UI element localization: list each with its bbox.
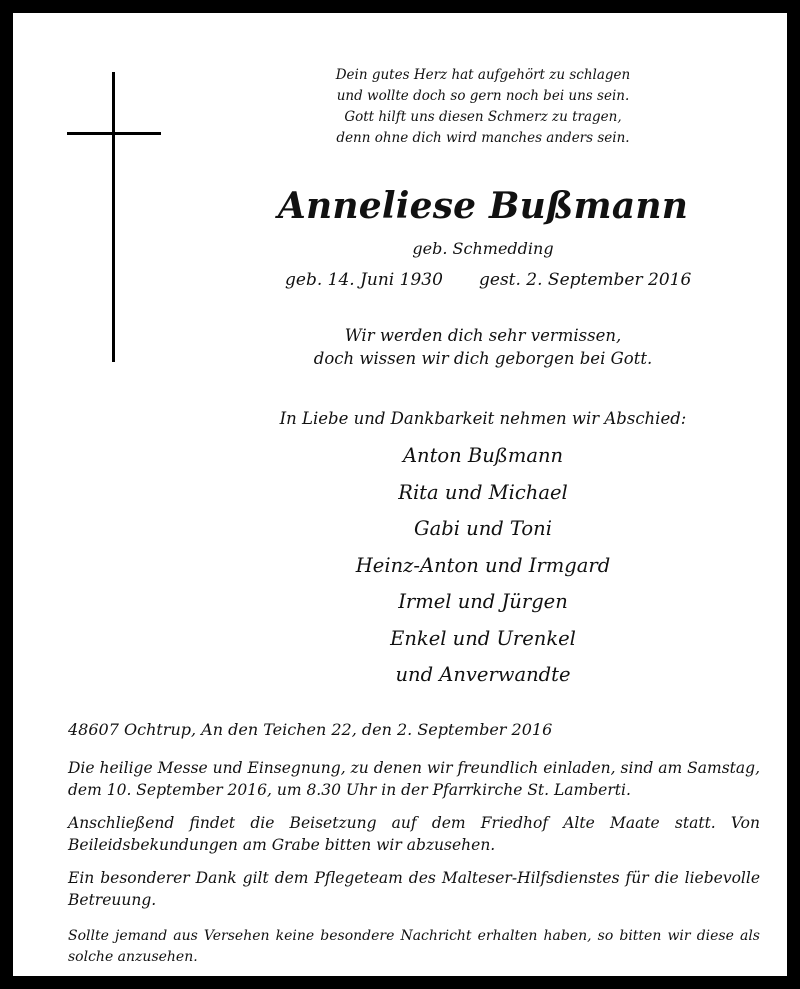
family-member: und Anverwandte [395,663,571,686]
farewell-intro: In Liebe und Dankbarkeit nehmen wir Abschied: [279,409,687,428]
poem-line: Gott hilft uns diesen Schmerz zu tragen, [344,109,622,125]
notice-paragraph: Sollte jemand aus Versehen keine besondere Nachricht erhalten haben, so bitten wir diese als solche anzusehen. [68,928,760,965]
motto [283,324,683,370]
burial-paragraph: Anschließend findet die Beisetzung auf dem Friedhof Alte Maate statt. Von Beileidsbekundungen am Grabe bitten wir abzusehen. [68,814,760,854]
family-member: Anton Bußmann [402,444,564,467]
death-date: gest. 2. September 2016 [479,270,692,290]
maiden-name: geb. Schmedding [412,239,554,258]
family-list [303,438,663,694]
poem [283,65,683,149]
address-line: 48607 Ochtrup, An den Teichen 22, den 2. September 2016 [68,720,553,739]
family-member: Gabi und Toni [414,517,552,540]
motto-line: Wir werden dich sehr vermissen, [344,326,622,345]
birth-date: geb. 14. Juni 1930 [285,270,443,290]
thanks-paragraph: Ein besonderer Dank gilt dem Pflegeteam des Malteser-Hilfsdienstes für die liebevolle Betreuung. [68,869,760,909]
family-member: Heinz-Anton und Irmgard [355,553,611,577]
family-member: Enkel und Urenkel [390,626,576,650]
deceased-name: Anneliese Bußmann [277,185,689,227]
poem-line: denn ohne dich wird manches anders sein. [336,130,630,146]
poem-line: Dein gutes Herz hat aufgehört zu schlagen [335,67,631,83]
mass-paragraph: Die heilige Messe und Einsegnung, zu denen wir freundlich einladen, sind am Samstag, dem 10. September 2016, um 8.30 Uhr in der Pfarrkirche St. Lamberti. [68,759,760,799]
family-member: Irmel und Jürgen [398,590,568,613]
family-member: Rita und Michael [398,480,568,504]
cross-icon-bar [67,132,161,135]
poem-line: und wollte doch so gern noch bei uns sein. [336,88,630,104]
cross-icon [112,72,115,362]
motto-line: doch wissen wir dich geborgen bei Gott. [313,349,653,368]
